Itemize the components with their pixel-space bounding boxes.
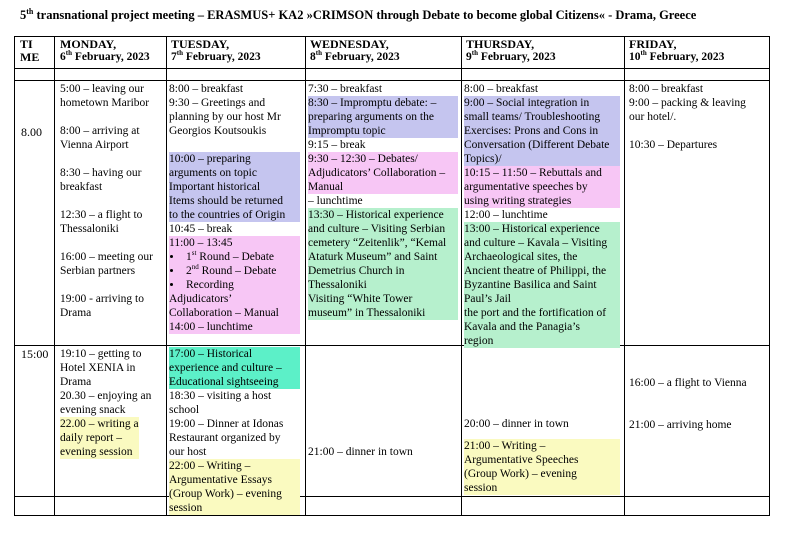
tuesday-evening: 17:00 – Historical experience and culture – Educational sightseeing 18:30 – visiting a host school 19:00 – Dinner at Idonas Restaurant organized by our host 22:00 – Writing – Argumentative Essays (Group Work) – evening session — [169, 347, 300, 515]
monday-morning: 5:00 – leaving our hometown Maribor 8:00 – arriving at Vienna Airport 8:30 – having our breakfast 12:30 – a flight to Thessaloniki 16:00 – meeting our Serbian partners 19:00 - arriving to Drama — [60, 83, 153, 319]
schedule-table — [14, 36, 770, 516]
wednesday-debates-block: 9:30 – 12:30 – Debates/ Adjudicators’ Collaboration – Manual — [308, 152, 458, 194]
thursday-writing-block: 21:00 – Writing – Argumentative Speeches (Group Work) – evening session — [464, 439, 620, 495]
thursday-morning: 8:00 – breakfast 9:00 – Social integration in small teams/ Troubleshooting Exercises: Prons and Cons in Conversation (Different Debate Topics)/ 10:15 – 11:50 – Rebuttals and argumentative speeches by using writing strategies 12:00 – lunchtime 13:00 – Historical experience and culture – Kavala – Visiting Archaeological sites, the Ancient theatre of Philippi, the Byzantine Basilica and Saint Paul’s Jail the port and the fortification of Kavala and the Panagia’s region — [464, 82, 620, 348]
grid-line — [166, 37, 167, 515]
wednesday-evening: 21:00 – dinner in town — [308, 446, 413, 458]
header-wednesday: WEDNESDAY, 8th February, 2023 — [310, 37, 400, 63]
grid-line — [15, 496, 769, 497]
tuesday-sightseeing-block: 17:00 – Historical experience and culture – Educational sightseeing — [169, 347, 300, 389]
thursday-social-block: 9:00 – Social integration in small teams/ Troubleshooting Exercises: Prons and Cons in Conversation (Different Debate Topics)/ — [464, 96, 620, 166]
thursday-rebuttals-block: 10:15 – 11:50 – Rebuttals and argumentative speeches by using writing strategies — [464, 166, 620, 208]
header-monday: MONDAY, 6th February, 2023 — [60, 37, 150, 63]
wednesday-historical-block: 13:30 – Historical experience and culture – Visiting Serbian cemetery “Zeitenlik”, “Kemal Ataturk Museum” and Saint Demetrius Church in Thessaloniki Visiting “White Tower museum” in Thessaloniki — [308, 208, 458, 320]
tuesday-debate-block: 11:00 – 13:45 • 1st Round – Debate • 2nd Round – Debate • Recording Adjudicators’ Collaboration – Manual 14:00 – lunchtime — [169, 236, 300, 334]
grid-line — [15, 68, 769, 69]
monday-evening: 19:10 – getting to Hotel XENIA in Drama 20.30 – enjoying an evening snack 22.00 – writing a daily report – evening session — [60, 348, 152, 458]
grid-line — [54, 37, 55, 515]
wednesday-morning: 7:30 – breakfast 8:30 – Impromptu debate: – preparing arguments on the Impromptu topic 9:15 – break 9:30 – 12:30 – Debates/ Adjudicators’ Collaboration – Manual – lunchtime 13:30 – Historical experience and culture – Visiting Serbian cemetery “Zeitenlik”, “Kemal Ataturk Museum” and Saint Demetrius Church in Thessaloniki Visiting “White Tower museum” in Thessaloniki — [308, 82, 458, 320]
header-tuesday: TUESDAY, 7th February, 2023 — [171, 37, 261, 63]
thursday-historical-block: 13:00 – Historical experience and culture – Kavala – Visiting Archaeological sites, the Ancient theatre of Philippi, the Byzantine Basilica and Saint Paul’s Jail the port and the fortification of Kavala and the Panagia’s region — [464, 222, 620, 348]
friday-morning: 8:00 – breakfast 9:00 – packing & leaving our hotel/. 10:30 – Departures — [629, 83, 746, 151]
tuesday-preparing-block: 10:00 – preparing arguments on topic Important historical Items should be returned to the countries of Origin — [169, 152, 300, 222]
list-item: • 2nd Round – Debate — [183, 264, 300, 278]
grid-line — [624, 37, 625, 515]
grid-line — [15, 80, 769, 81]
thursday-evening: 20:00 – dinner in town 21:00 – Writing – Argumentative Speeches (Group Work) – evening session — [464, 417, 620, 495]
tuesday-breakfast-block: 8:00 – breakfast 9:30 – Greetings and planning by our host Mr Georgios Koutsoukis — [169, 83, 281, 137]
list-item: • Recording — [183, 278, 300, 292]
header-time: TI ME — [20, 37, 40, 64]
document-title: 5th transnational project meeting – ERASMUS+ KA2 »CRIMSON through Debate to become global Citizens« - Drama, Greece — [20, 6, 697, 22]
grid-line — [461, 37, 462, 515]
time-afternoon: 15:00 — [21, 347, 49, 361]
grid-line — [15, 345, 769, 346]
monday-report-block: 22.00 – writing a daily report – evening session — [60, 418, 139, 458]
header-friday: FRIDAY, 10th February, 2023 — [629, 37, 725, 63]
friday-evening: 16:00 – a flight to Vienna 21:00 – arriving home — [629, 377, 747, 431]
wednesday-impromptu-block: 8:30 – Impromptu debate: – preparing arguments on the Impromptu topic — [308, 96, 458, 138]
grid-line — [305, 37, 306, 515]
list-item: • 1st Round – Debate — [183, 250, 300, 264]
tuesday-writing-block: 22:00 – Writing – Argumentative Essays (Group Work) – evening session — [169, 459, 300, 515]
header-thursday: THURSDAY, 9th February, 2023 — [466, 37, 556, 63]
tuesday-morning: 8:00 – breakfast 9:30 – Greetings and planning by our host Mr Georgios Koutsoukis 10:00 – preparing arguments on topic Important historical Items should be returned to the countries of Origin 10:45 – break 11:00 – 13:45 • 1st Round – Debate • 2nd Round – Debate • Recording Adjudicators’ Collaboration – Manual 14:00 – lunchtime — [169, 82, 300, 334]
time-morning: 8.00 — [21, 125, 42, 139]
